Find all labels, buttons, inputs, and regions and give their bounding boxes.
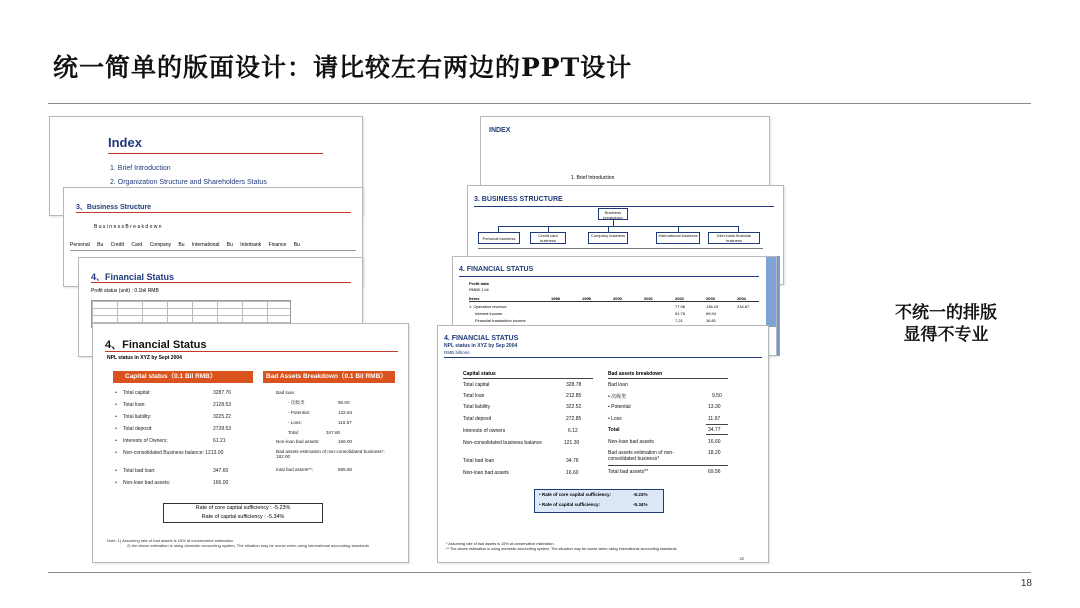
table-cell: 13.30 xyxy=(708,404,721,410)
table-cell: 16.60 xyxy=(566,470,579,476)
comparison-note: 不统一的排版 显得不专业 xyxy=(895,303,997,345)
table-row: 1. Operation revenue 77.98 136.19 234.87 xyxy=(469,304,750,309)
slide-page-number: 22 xyxy=(739,556,744,561)
org-node: Company business xyxy=(588,232,628,244)
rule xyxy=(706,434,728,435)
unit-label: RMB0.1 bil xyxy=(469,287,489,292)
org-node: Personal business xyxy=(478,232,520,244)
profit-status-label: Profit status (unit) : 0.1bil RMB xyxy=(91,288,159,294)
slide-footnote: * Assuming rate of bad assets is 15% at conservative estimation ** The above estimation is using domestic accounting system. The situation may be worse when using international accounting standards xyxy=(446,542,677,551)
table-cell: 322.52 xyxy=(566,404,582,410)
table-row: Total loan xyxy=(463,393,485,399)
org-node: Inter-bank financial business xyxy=(708,232,760,244)
bad-assets-bar: Bad Assets Breakdown（0.1 Bil RMB） xyxy=(263,371,395,383)
table-cell: 272.85 xyxy=(566,416,582,422)
right-slide-financial-title: 4. FINANCIAL STATUS xyxy=(459,266,534,273)
left-slide-index-title: Index xyxy=(108,135,142,150)
red-underline xyxy=(108,153,323,154)
bad-assets-heading: Bad assets breakdown xyxy=(608,371,663,377)
table-row: • Potential xyxy=(608,404,631,410)
capital-rate: Rate of capital sufficiency : -5.34% xyxy=(201,514,285,520)
blue-underline xyxy=(459,276,759,277)
table-cell: 212.85 xyxy=(566,393,582,399)
table-cell: 9.50 xyxy=(712,393,722,399)
right-slide-npl-title: 4. FINANCIAL STATUS xyxy=(444,335,519,342)
table-cell: 328.78 xyxy=(566,382,582,388)
table-row: Total xyxy=(608,427,620,433)
capital-status-heading: Capital status xyxy=(463,371,496,377)
red-underline xyxy=(105,351,398,352)
table-row: Non-consolidated business balance xyxy=(463,440,542,446)
capital-sufficiency-box xyxy=(163,503,323,523)
table-cell: 16.60 xyxy=(708,439,721,445)
rule xyxy=(608,378,728,379)
rule xyxy=(463,378,593,379)
left-slide-npl-title: 4、Financial Status xyxy=(105,339,207,351)
index-item: 2. Organization Structure and Shareholders Status xyxy=(110,179,267,186)
core-capital-rate: • Rate of core capital sufficiency: -5.23% xyxy=(539,492,648,497)
table-row: Total bad loan xyxy=(463,458,495,464)
npl-subtitle: NPL status in XYZ by Sept 2004 xyxy=(107,355,182,361)
slide-footnote: Note: 1) Assuming rate of bad assets is 15% at conservative estimation 2) the above estimation is using domestic accounting system. The situation may be worse when using international accounting standards xyxy=(107,538,370,548)
org-line xyxy=(478,248,763,249)
left-slide-financial-status-npl: 4、Financial Status NPL status in XYZ by Sept 2004 Capital status（0.1 Bil RMB） Bad Assets Breakdown（0.1 Bil RMB） Total capital: 3287.76 Total loan: 2128.53 Total liability: 3225.22 Total deposit: 2728.53 Interests of Owners: 61.21 Non-consolidated Business balance: 1213.00 Total bad loan: 347.60 Non-loan bad assets: 166.00 Bad loan : - 次级类 95.00 - Potential: 132.64 - Loss: 119.67 Total: 347.60 Non-loan bad assets: 166.00 Bad assets estimation of non-consolidated business*: 182.00 total bad assets**: 695.60 Rate of core capital sufficiency : -5.23% Rate of capital sufficiency : -5.34% Note: 1) Assuming rate of bad assets is 15% at conservative estimation 2) the above estimation is using domestic accounting system. The situation may be worse when using international accounting standards xyxy=(92,323,409,563)
table-row: Total bad assets** xyxy=(608,469,649,475)
page-title: 统一简单的版面设计：请比较左右两边的PPT设计 xyxy=(53,53,633,82)
table-row: Bad loan xyxy=(608,382,628,388)
table-row: Financial transaction income 7.21 16.81 xyxy=(475,318,717,323)
table-cell: 6.12 xyxy=(568,428,578,434)
index-item: 1. Brief Introduction xyxy=(110,165,171,172)
table-row: Total deposit xyxy=(463,416,492,422)
rule xyxy=(706,424,728,425)
red-underline xyxy=(91,282,351,283)
right-slide-business-title: 3. BUSINESS STRUCTURE xyxy=(474,196,563,203)
org-node: Credit card business xyxy=(530,232,566,244)
capital-rate: • Rate of capital sufficiency: -5.34% xyxy=(539,502,648,507)
org-node: International business xyxy=(656,232,700,244)
table-row: Total liability xyxy=(463,404,490,410)
table-row: Non-loan bad assets xyxy=(463,470,509,476)
red-underline xyxy=(76,212,351,213)
org-line xyxy=(70,250,356,251)
core-capital-rate: Rate of core capital sufficiency : -5.23% xyxy=(195,505,291,511)
title-divider xyxy=(48,103,1031,104)
table-row: • Loss xyxy=(608,416,622,422)
table-header: Items 1998 1999 2000 2001 2002 2003 2004 xyxy=(469,296,759,302)
blue-underline xyxy=(474,206,774,207)
table-cell: 34.76 xyxy=(566,458,579,464)
table-cell: 11.97 xyxy=(708,416,721,422)
left-slide-financial-title: 4、Financial Status xyxy=(91,272,175,282)
table-row: Bad assets estimation of non-consolidated business* xyxy=(608,450,674,462)
capital-status-bar: Capital status（0.1 Bil RMB） xyxy=(113,371,253,383)
right-slide-index-title: INDEX xyxy=(489,127,511,134)
unit-label: RMB billions xyxy=(444,350,470,355)
footer-divider xyxy=(48,572,1031,573)
left-slide-business-title: 3、Business Structure xyxy=(76,204,152,211)
table-row: Interests of owners xyxy=(463,428,506,434)
table-row: Non-loan bad assets xyxy=(608,439,654,445)
npl-subtitle: NPL status in XYZ by Sep 2004 xyxy=(444,343,518,349)
capital-sufficiency-box xyxy=(534,489,664,513)
side-label-bar xyxy=(766,257,776,327)
business-breakdown-label: B u s i n e s s B r e a k d o w n xyxy=(94,224,162,230)
profit-data-label: Profit data xyxy=(469,281,489,286)
business-units-row: Personal Bu Credit Card Company Bu International Bu Interbank Finance Bu xyxy=(70,242,300,248)
table-cell: 69.56 xyxy=(708,469,721,475)
org-line xyxy=(498,226,738,227)
table-row: Interest income 51.78 69.94 xyxy=(475,311,717,316)
index-item: 1. Brief Introduction xyxy=(571,175,615,181)
blue-underline xyxy=(444,357,762,358)
rule xyxy=(608,465,728,466)
right-slide-financial-status-npl xyxy=(437,325,769,563)
page-number: 18 xyxy=(1020,578,1032,589)
table-cell: 34.77 xyxy=(708,427,721,433)
table-row: • 次级类 xyxy=(608,394,627,400)
table-cell: 121.30 xyxy=(564,440,580,446)
table-cell: 18.20 xyxy=(708,450,721,456)
table-row: Total capital xyxy=(463,382,490,388)
org-root-node: Business breakdown xyxy=(598,208,628,220)
